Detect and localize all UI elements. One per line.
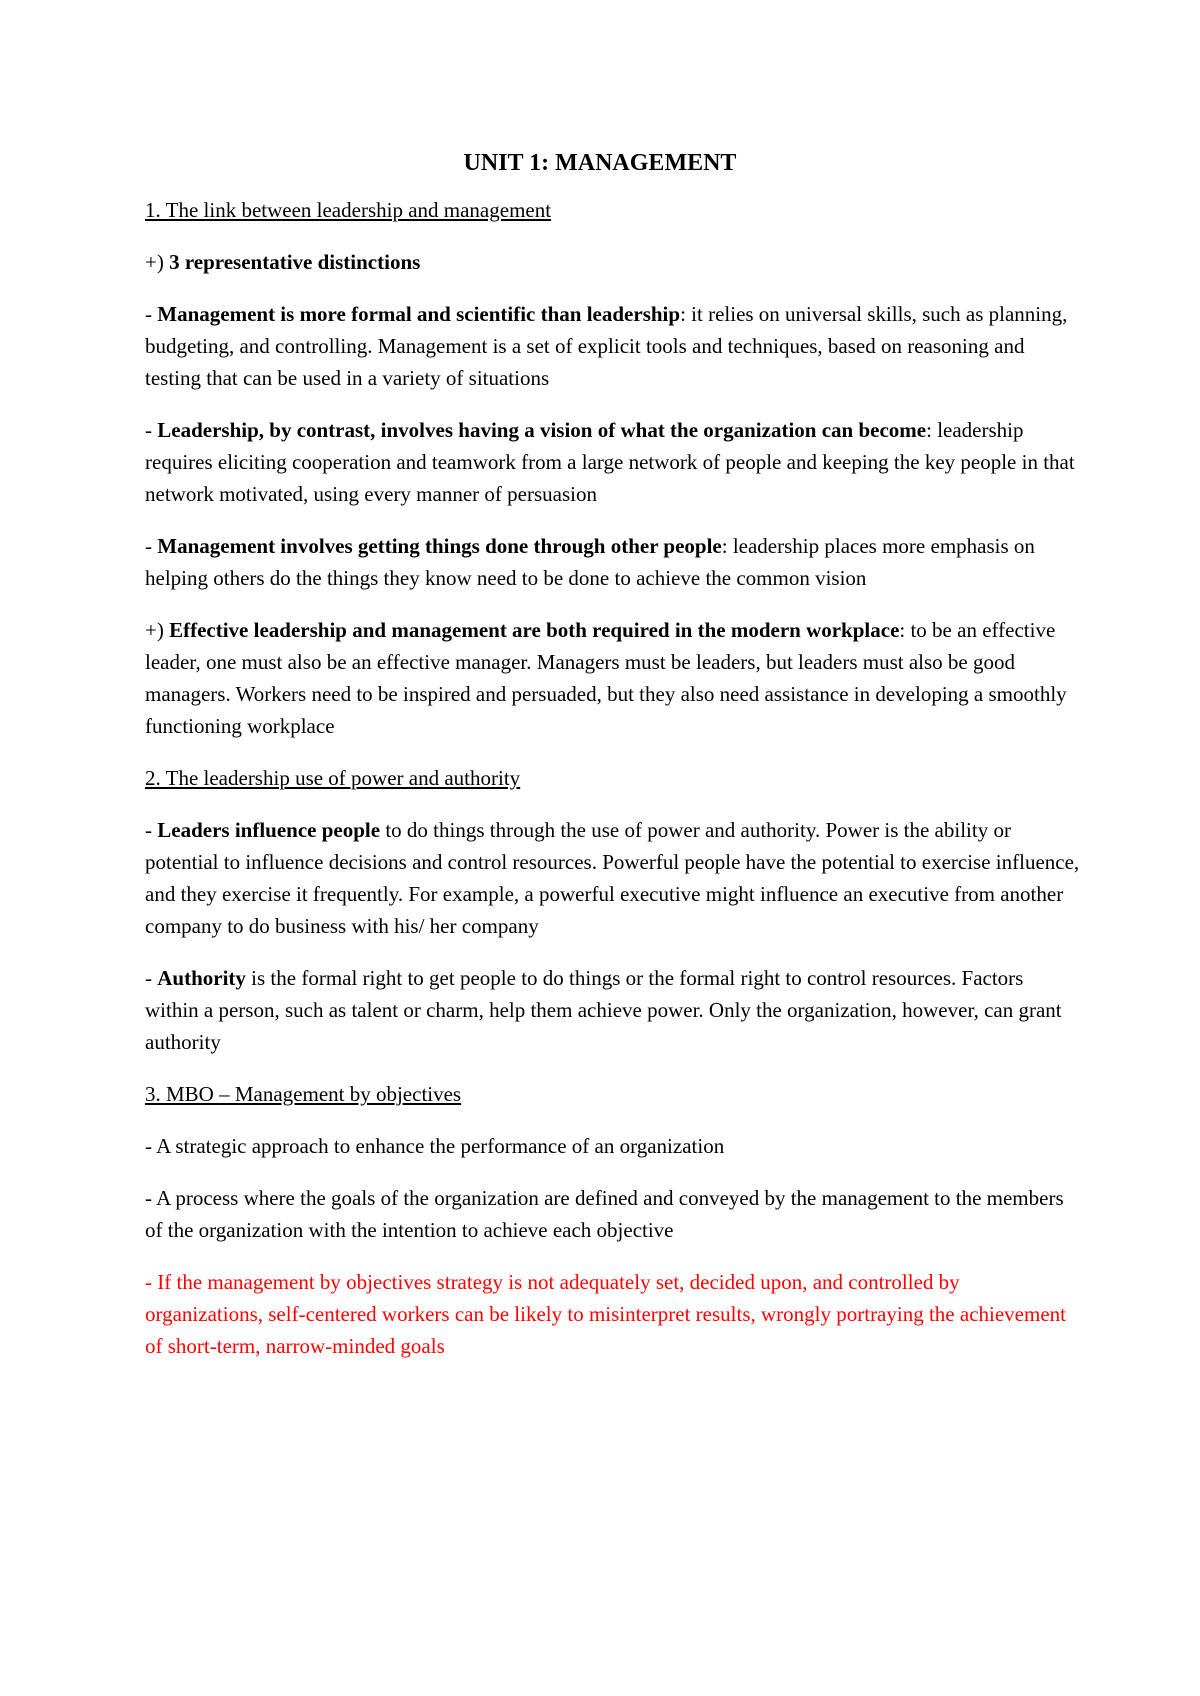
bold-lead: Effective leadership and management are both required in the modern workplace bbox=[169, 618, 900, 642]
mbo-paragraph-2: - A process where the goals of the organization are defined and conveyed by the management to the members of the organization with the intention to achieve each objective bbox=[145, 1186, 1064, 1242]
subheading-prefix: +) bbox=[145, 250, 170, 274]
distinction-paragraph-1 bbox=[145, 298, 1080, 394]
section-heading-3: 3. MBO – Management by objectives bbox=[145, 1082, 462, 1106]
bold-lead: Management involves getting things done through other people bbox=[157, 534, 722, 558]
section-heading-1: 1. The link between leadership and management bbox=[145, 198, 552, 222]
paragraph-body: : leadership places more emphasis on helping others do the things they know need to be done to achieve the common vision bbox=[145, 534, 1035, 590]
power-paragraph bbox=[145, 814, 1080, 942]
paragraph-body: : to be an effective leader, one must also be an effective manager. Managers must be leaders, but leaders must also be good managers. Workers need to be inspired and persuaded, but they also need assistance in developing a smoothly functioning workplace bbox=[145, 618, 1067, 738]
bullet-prefix: - bbox=[145, 302, 158, 326]
paragraph-body: to do things through the use of power and authority. Power is the ability or potential to influence decisions and control resources. Powerful people have the potential to exercise influence, and they exercise it frequently. For example, a powerful executive might influence an executive from another company to do business with his/ her company bbox=[145, 818, 1080, 938]
subheading-distinctions bbox=[145, 246, 1080, 278]
section-heading-2: 2. The leadership use of power and authority bbox=[145, 766, 521, 790]
bullet-prefix: - bbox=[145, 966, 158, 990]
distinction-paragraph-2 bbox=[145, 414, 1080, 510]
bold-lead: Authority bbox=[157, 966, 246, 990]
authority-paragraph bbox=[145, 962, 1080, 1058]
bullet-prefix: - bbox=[145, 418, 158, 442]
bullet-prefix: - bbox=[145, 534, 158, 558]
effective-leadership-paragraph bbox=[145, 614, 1080, 742]
bold-lead: Management is more formal and scientific than leadership bbox=[157, 302, 681, 326]
subheading-bold: 3 representative distinctions bbox=[169, 250, 421, 274]
mbo-warning-paragraph: - If the management by objectives strategy is not adequately set, decided upon, and controlled by organizations, self-centered workers can be likely to misinterpret results, wrongly portraying the achievement of short-term, narrow-minded goals bbox=[145, 1270, 1066, 1358]
mbo-paragraph-1: - A strategic approach to enhance the performance of an organization bbox=[145, 1134, 725, 1158]
page-title: UNIT 1: MANAGEMENT bbox=[463, 150, 737, 176]
bullet-prefix: +) bbox=[145, 618, 170, 642]
bullet-prefix: - bbox=[145, 818, 158, 842]
paragraph-body: : it relies on universal skills, such as planning, budgeting, and controlling. Management is a set of explicit tools and techniques, based on reasoning and testing that can be used in a variety of situations bbox=[145, 302, 1068, 390]
bold-lead: Leadership, by contrast, involves having a vision of what the organization can become bbox=[157, 418, 927, 442]
paragraph-body: : leadership requires eliciting cooperation and teamwork from a large network of people and keeping the key people in that network motivated, using every manner of persuasion bbox=[145, 418, 1075, 506]
bold-lead: Leaders influence people bbox=[157, 818, 381, 842]
paragraph-body: is the formal right to get people to do things or the formal right to control resources. Factors within a person, such as talent or charm, help them achieve power. Only the organization, however, can grant authority bbox=[145, 966, 1062, 1054]
distinction-paragraph-3 bbox=[145, 530, 1080, 594]
